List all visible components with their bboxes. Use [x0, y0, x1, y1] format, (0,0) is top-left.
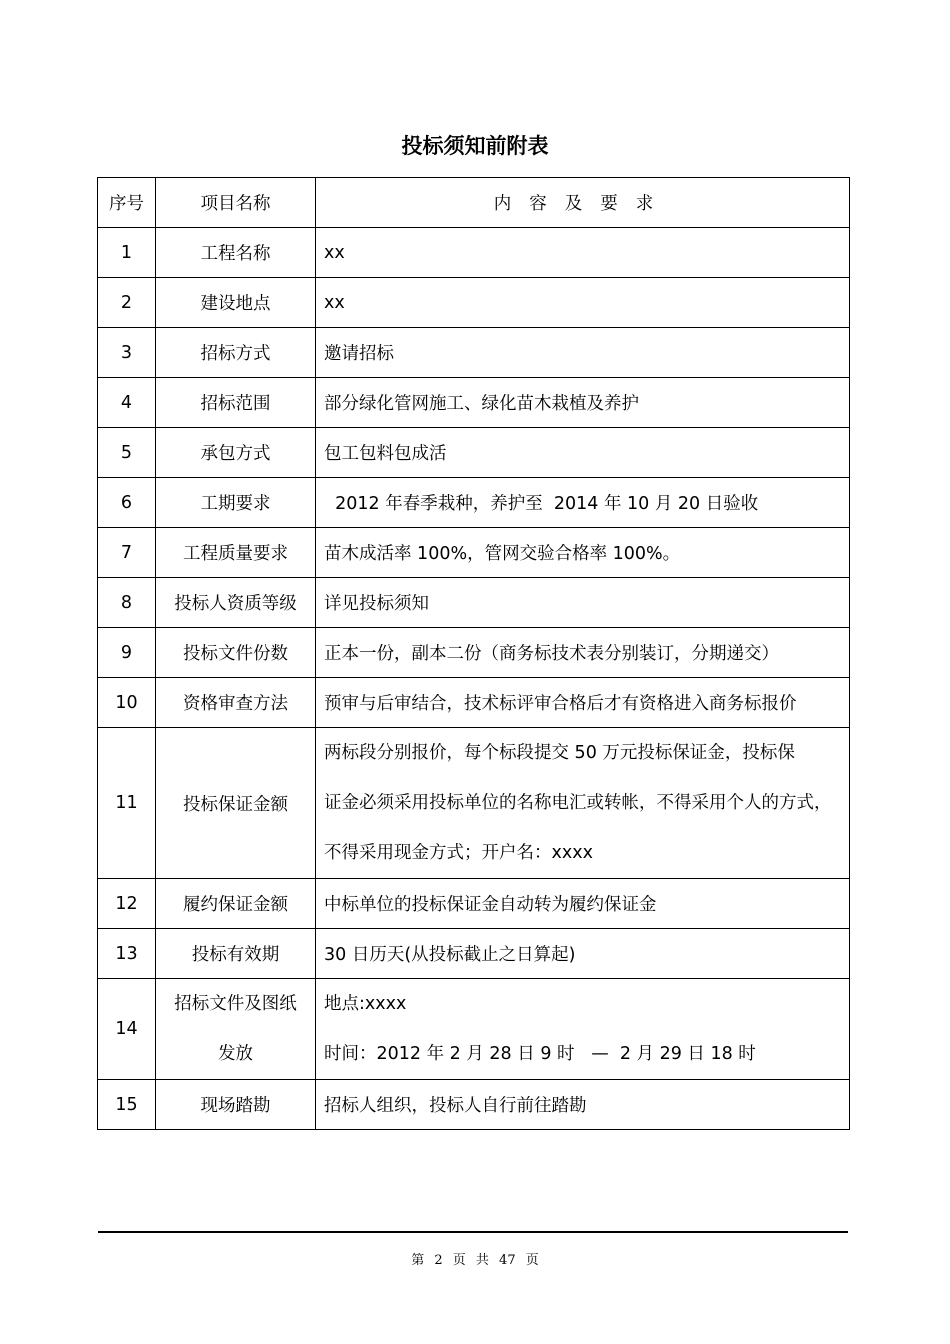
- row-no: 4: [98, 378, 156, 428]
- row-name: 履约保证金额: [156, 879, 316, 929]
- row-content: 2012 年春季栽种，养护至 2014 年 10 月 20 日验收: [316, 478, 850, 528]
- row-name: 投标人资质等级: [156, 578, 316, 628]
- bid-notice-table: [97, 177, 850, 1130]
- table-row: [98, 1080, 850, 1130]
- row-name: 工程名称: [156, 228, 316, 278]
- header-no: 序号: [98, 178, 156, 228]
- row-name: 招标范围: [156, 378, 316, 428]
- row-no: 11: [98, 728, 156, 879]
- content-line: 两标段分别报价，每个标段提交 50 万元投标保证金，投标保: [324, 743, 795, 763]
- row-name: 承包方式: [156, 428, 316, 478]
- table-row: [98, 528, 850, 578]
- row-content: 包工包料包成活: [316, 428, 850, 478]
- page-footer: 第 2 页 共 47 页: [411, 1253, 539, 1268]
- footer-divider: [98, 1231, 848, 1233]
- row-no: 7: [98, 528, 156, 578]
- name-line: 招标文件及图纸: [174, 994, 297, 1014]
- header-name: 项目名称: [156, 178, 316, 228]
- row-content: 部分绿化管网施工、绿化苗木栽植及养护: [316, 378, 850, 428]
- content-line: 地点:xxxx: [324, 994, 407, 1014]
- content-line: 证金必须采用投标单位的名称电汇或转帐，不得采用个人的方式，: [324, 793, 832, 813]
- row-no: 3: [98, 328, 156, 378]
- row-content: 30 日历天(从投标截止之日算起): [316, 929, 850, 979]
- table-row: [98, 879, 850, 929]
- content-line: 不得采用现金方式；开户名：xxxx: [324, 843, 593, 863]
- row-no: 14: [98, 979, 156, 1080]
- table-row: [98, 979, 850, 1080]
- row-content: 预审与后审结合，技术标评审合格后才有资格进入商务标报价: [316, 678, 850, 728]
- table-row: [98, 678, 850, 728]
- row-no: 6: [98, 478, 156, 528]
- row-name: [156, 979, 316, 1080]
- row-name: 现场踏勘: [156, 1080, 316, 1130]
- row-no: 10: [98, 678, 156, 728]
- name-line: 发放: [218, 1044, 253, 1064]
- row-name: 投标保证金额: [156, 728, 316, 879]
- row-name: 投标有效期: [156, 929, 316, 979]
- table-row: [98, 228, 850, 278]
- row-content: 正本一份，副本二份（商务标技术表分别装订，分期递交）: [316, 628, 850, 678]
- row-content: 详见投标须知: [316, 578, 850, 628]
- row-name: 建设地点: [156, 278, 316, 328]
- row-name: 工程质量要求: [156, 528, 316, 578]
- table-row: [98, 378, 850, 428]
- row-name: 资格审查方法: [156, 678, 316, 728]
- row-no: 5: [98, 428, 156, 478]
- row-no: 1: [98, 228, 156, 278]
- row-no: 2: [98, 278, 156, 328]
- row-content: 苗木成活率 100%，管网交验合格率 100%。: [316, 528, 850, 578]
- row-content: xx: [316, 228, 850, 278]
- row-content: 招标人组织，投标人自行前往踏勘: [316, 1080, 850, 1130]
- row-no: 8: [98, 578, 156, 628]
- row-no: 13: [98, 929, 156, 979]
- row-no: 9: [98, 628, 156, 678]
- row-name: 工期要求: [156, 478, 316, 528]
- table-row: [98, 428, 850, 478]
- row-content: 邀请招标: [316, 328, 850, 378]
- table-row: [98, 628, 850, 678]
- table-row: [98, 728, 850, 879]
- row-no: 15: [98, 1080, 156, 1130]
- table-row: [98, 278, 850, 328]
- page-title: 投标须知前附表: [401, 134, 549, 158]
- row-no: 12: [98, 879, 156, 929]
- content-line: 时间：2012 年 2 月 28 日 9 时 — 2 月 29 日 18 时: [324, 1044, 756, 1064]
- table-header-row: [98, 178, 850, 228]
- row-content: [316, 979, 850, 1080]
- row-content: xx: [316, 278, 850, 328]
- row-name: 招标方式: [156, 328, 316, 378]
- table-row: [98, 929, 850, 979]
- header-content: 内容及要求: [316, 178, 850, 228]
- table-row: [98, 578, 850, 628]
- row-name: 投标文件份数: [156, 628, 316, 678]
- row-content: 中标单位的投标保证金自动转为履约保证金: [316, 879, 850, 929]
- table-row: [98, 328, 850, 378]
- table-row: [98, 478, 850, 528]
- row-content: [316, 728, 850, 879]
